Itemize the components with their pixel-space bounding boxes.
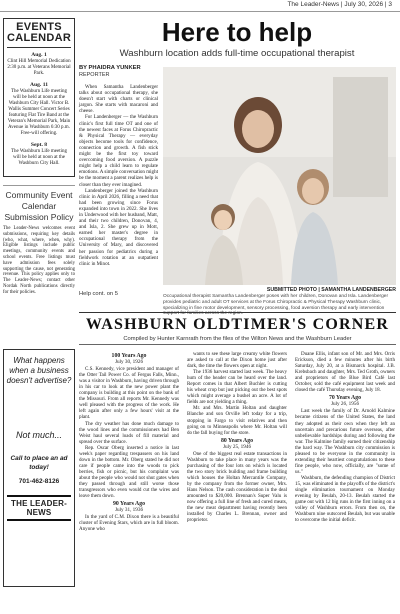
corner-subtitle: Compiled by Hunter Karnrath from the files of the Wilton News and the Washburn Leader [79,336,396,345]
story-paragraph: For Landenberger — the Washburn clinic's first full time OT and one of the newest faces at Forus Chiropractic & Physical Therapy — everyday objects become tools for confidence, connection and growth. A fish stick might be the first toy toward overcoming food aversion. A puzzle might help a child learn to regulate emotions. A simple conversation might be the moment a parent realizes help is closer than they ever imagined. [79,114,158,188]
events-title-line1: EVENTS [16,21,62,33]
event-date: Aug. 1 [31,52,47,58]
corner-paragraph: The dry weather has done much damage to the wood lines and the commissioners had Ben Weist haul several loads of fill material and spread over the surface. [79,420,179,445]
era-date: July 31, 1936 [114,507,144,514]
ad-call-text: Call to place an ad today! [10,455,68,471]
submission-policy [3,185,75,296]
event-date: Sept. 8 [30,142,48,148]
corner-paragraph: Washburn, the defending champion of District 15, was eliminated in the playoffs of the district's single elimination tournament on Monday evening by Beulah, 20-13. Beulah started the game out with 12 big runs in the first inning on a volley of Washburn errors. From then on, the Washburn nine outscored Beulah, but was unable to overcome the initial deficit. [295,474,395,524]
photo-credit: SUBMITTED PHOTO | SAMANTHA LANDENBERGER [266,287,396,293]
events-calendar [3,18,75,177]
corner-title: WASHBURN OLDTIMER'S CORNER [85,316,390,333]
event-text: The Washburn Life meeting will be held at noon at the Washburn City Hall. Victor B. Wallis Summer Concert Series featuring Flat Tire Band at the Veteran's Memorial Park, Main Avenue in Washburn 6:30 p.m. Free-will offering. [7,89,71,136]
submission-title: Community Event Calendar Submission Policy [4,190,74,222]
ad-question: What happens when a business doesn't advertise? [6,356,72,385]
era-heading: 100 Years Ago [111,353,147,359]
page-info: The Leader-News | July 30, 2026 | 3 [287,1,392,8]
corner-paragraph: wants to see these large creamy white flowers are asked to call at the Dixon home just after dark, the time the flowers open at night. [187,351,287,370]
story-headline: Here to help [161,17,313,47]
events-title-line2: CALENDAR [7,33,71,48]
era-date: July 30, 1926 [114,359,144,366]
photo-caption: Occupational therapist Samantha Landenberger poses with her children, Donovan and Isla. Landenberger provides pediatric and adult OT services at the Forus Chiropractic & Physical Therapy Washburn clinic, specializing in fine motor development, sensory processing, food aversion therapy and early intervention support for families across the region. [163,294,389,317]
story-photo [163,67,396,285]
event-item [7,142,71,167]
event-date: Aug. 11 [29,82,49,88]
ad-phone: 701-462-8126 [18,478,60,485]
era-date: July 26, 1956 [330,401,360,408]
corner-paragraph: The 1936 harvest started last week. The heavy hum of the header can be heard over the land. Report comes in that Albert Buchler is cutting his wheat crop but just picking out the best spots which might average a bushel an acre. A lot of fields are not yielding a thing. [187,369,287,406]
era-heading: 90 Years Ago [113,501,145,508]
story-continued-link[interactable]: Help cont. on 5 [79,291,118,297]
era-heading: 70 Years Ago [329,395,361,402]
story-byline [79,65,141,78]
era-heading: 80 Years Ago [221,437,253,444]
byline-name: BY PHAIDRA YUNKER [79,65,141,71]
event-text: The Washburn Life meeting will be held at noon at the Washburn City Hall. [10,149,67,166]
corner-paragraph: One of the biggest real estate transactions in Washburn to take place in many years was the purchasing of the four lots on which is located the two story brick building and frame building which houses the Holtan Mercantile Company, by the company from the former owner, Mrs. Hans Nelson. The cash consideration in the deal amounted to $20,000. Brennan's Super Valu is now offering a full line of fresh and cured meats, the new meat department having recently been installed by Charles L. Brennan, owner and proprietor. [187,450,287,524]
event-item [7,82,71,137]
section-divider [79,312,396,313]
leader-news-logo: THE LEADER-NEWS [7,495,71,521]
story-paragraph: When Samantha Landenberger talks about occupational therapy, she doesn't start with charts or clinical jargon. She starts with macaroni and cheese. [79,84,158,115]
corner-column-1 [79,351,179,532]
story-body [79,84,158,267]
era-date: July 25, 1946 [222,443,252,450]
left-column [3,18,75,296]
event-text: Clint Hill Memorial Dedication 2:30 p.m. at Veterans Memorial Park. [7,59,71,76]
corner-paragraph: Mr. and Mrs. Martin Holtan and daughter Blanche and son Orville left today for a trip, stopping in Fargo to visit relatives and then going on to Minneapolis where Mr. Holtan will do the fall buying for the store. [187,405,287,436]
story-paragraph: Landenberger joined the Washburn clinic in April 2026, filling a need that had been growing since Forus expanded into town in 2022. She lives in Underwood with her husband, Matt, and their two children, Donovan, 4, and Isla, 2. She grew up in Mott, earned her master's degree in occupational therapy from the University of Mary, and discovered her passion for pediatrics during a fieldwork rotation at an outpatient clinic in Minot. [79,187,158,267]
photo-illustration [163,67,396,285]
corner-column-3 [295,351,395,523]
event-item [7,52,71,77]
advertisement-box [3,349,75,587]
ad-not-much: Not much... [15,430,62,440]
corner-column-2 [187,351,287,523]
corner-paragraph: C.S. Kennedy, vice president and manager of the Otter Tail Power Co. of Fergus Falls, Minn., was a visitor in Washburn, having driven through in his car to look at the new power plant the company is building at this point on the bank of the Missouri. From all reports Mr. Kennedy was well pleased with the progress of the work. He left again after only a few hours' visit at the plant. [79,366,179,421]
page-header-bar [0,0,400,12]
corner-paragraph: In the yard of C.M. Dixon there is a beautiful cluster of Evening Stars, which are in full bloom. Anyone who [79,514,179,533]
corner-paragraph: Last week the family of Dr. Arnold Kalmine became citizens of the United States, the land they adopted as their own when they left an uncertain and precarious future overseas, after unbelievable hardships during and following the war. The Kalmine family earned their citizenship the hard way. The Washburn city commission is pleased to be everyone in the community in extending their heartiest congratulations to these fine people, who now, officially, are "some of us." [295,408,395,475]
submission-text: The Leader-News welcomes event submissions, requiring key details (who, what, where, when, why). Eligible listings include public meetings, community events and school events. Free listings must have admission fees solely supporting the cause, not generating revenue. This policy applies only to The Leader-News; contact other Nordak North publications directly for their policies. [3,226,75,295]
corner-paragraph: Rep. Oscar Oberg inserted a notice in last week's paper regarding trespassers on his land down in the bottom. Mr. Oberg stated he did not care if people came into the woods to pick berries, fish or picnic, but his complaint was about the people who would not shut gates when they passed through and still worse those transgressors who even would cut the wires and leave them down. [79,444,179,500]
corner-paragraph: Duane Ellis, infant son of Mr. and Mrs. Orris Erickson, died a few minutes after his birth Saturday, July 20, at a Bismarck hospital. J.B. Krebsbach and daughter, Mrs. Ted Groth, owners and proprietors of the Blue Bird Café last October, sold the café equipment last week and closed the café Thursday evening, July 18. [295,351,395,394]
story-subhead: Washburn location adds full-time occupational therapist [119,48,355,59]
byline-role: REPORTER [79,71,110,78]
